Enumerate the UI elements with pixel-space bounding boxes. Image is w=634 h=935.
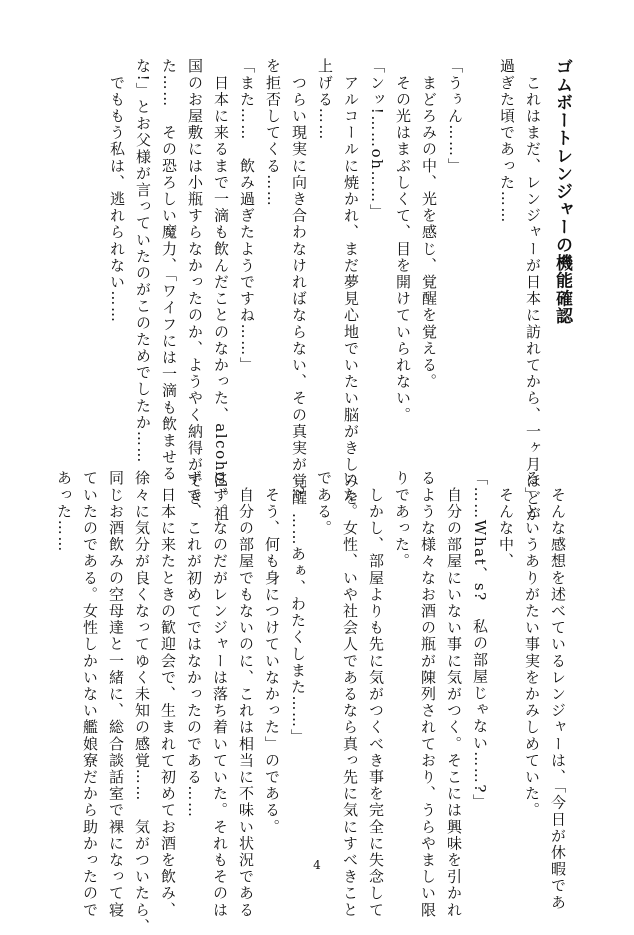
text-column: 自分の部屋でもないのに、これは相当に不味い状況である: [237, 470, 255, 919]
text-column: 日本に来るまで一滴も飲んだことのなかった、alcohol。祖: [212, 58, 230, 523]
text-column: りであった。: [393, 470, 411, 570]
text-column: る」というありがたい事実をかみしめていた。: [523, 470, 541, 819]
text-column: つらい現実に向き合わなければならない、その真実が覚醒: [290, 58, 308, 507]
text-column: その光はまぶしくて、目を開けていられない。: [394, 58, 412, 424]
text-column: るような様々なお酒の瓶が陳列されており、うらやましい限: [419, 470, 437, 919]
text-column: 「? ……あぁ、わたくしまた……」: [289, 470, 307, 746]
text-column: しかし、部屋よりも先に気がつくべき事を完全に失念して: [367, 470, 385, 919]
text-column: た…… その恐ろしい魔力、「ワイフには一滴も飲ませる: [160, 58, 178, 483]
text-column: な!」とお父様が言っていたのがこのためでしたか……: [134, 58, 152, 465]
text-column: である。: [315, 470, 333, 537]
text-column: 「また…… 飲み過ぎたようですね……」: [238, 58, 256, 374]
text-column: 日本に来たときの歓迎会で、生まれて初めてお酒を飲み、: [159, 470, 177, 919]
text-column: でももう私は、逃れられない……: [108, 58, 126, 324]
text-column: アルコールに焼かれ、まだ夢見心地でいたい脳がきしみを: [342, 58, 360, 507]
text-column: そう、何も身につけていなかった」のである。: [263, 470, 281, 836]
page-number: 4: [313, 858, 321, 872]
text-column: ずで、これが初めてではなかったのである……: [185, 470, 203, 819]
text-column: 上げる……: [316, 58, 334, 141]
text-column: 「ンッ!……oh……」: [368, 58, 386, 221]
text-column: 「……What、s? 私の部屋じゃない……?」: [471, 470, 489, 811]
text-column: 自分の部屋にいない事に気がつく。そこには興味を引かれ: [445, 470, 463, 919]
text-column: 同じお酒飲みの空母達と一緒に、総合談話室で裸になって寝: [107, 470, 125, 919]
chapter-title: ゴムボートレンジャーの機能確認: [552, 58, 572, 325]
text-column: これはまだ、レンジャーが日本に訪れてから、一ヶ月ほどが: [524, 58, 542, 523]
text-column: 過ぎた頃であった……: [498, 58, 516, 224]
text-column: いた。女性、いや社会人であるなら真っ先に気にすべきこと: [341, 470, 359, 919]
text-column: あった……: [55, 470, 73, 553]
text-column: を拒否してくる……: [264, 58, 282, 208]
text-column: 国のお屋敷には小瓶すらなかったのか、ようやく納得ができ: [186, 58, 204, 507]
text-column: まどろみの中、光を感じ、覚醒を覚える。: [420, 58, 438, 390]
text-column: 徐々に気分が良くなってゆく未知の感覚…… 気がついたら、: [133, 470, 151, 935]
text-column: はず。なのだがレンジャーは落ち着いていた。それもそのは: [211, 470, 229, 919]
text-column: 「うぅん……」: [446, 58, 464, 175]
text-column: そんな中、: [497, 470, 515, 570]
text-column: そんな感想を述べているレンジャーは、「今日が休暇であ: [549, 470, 567, 911]
text-column: ていたのである。女性しかいない艦娘寮だから助かったので: [81, 470, 99, 919]
